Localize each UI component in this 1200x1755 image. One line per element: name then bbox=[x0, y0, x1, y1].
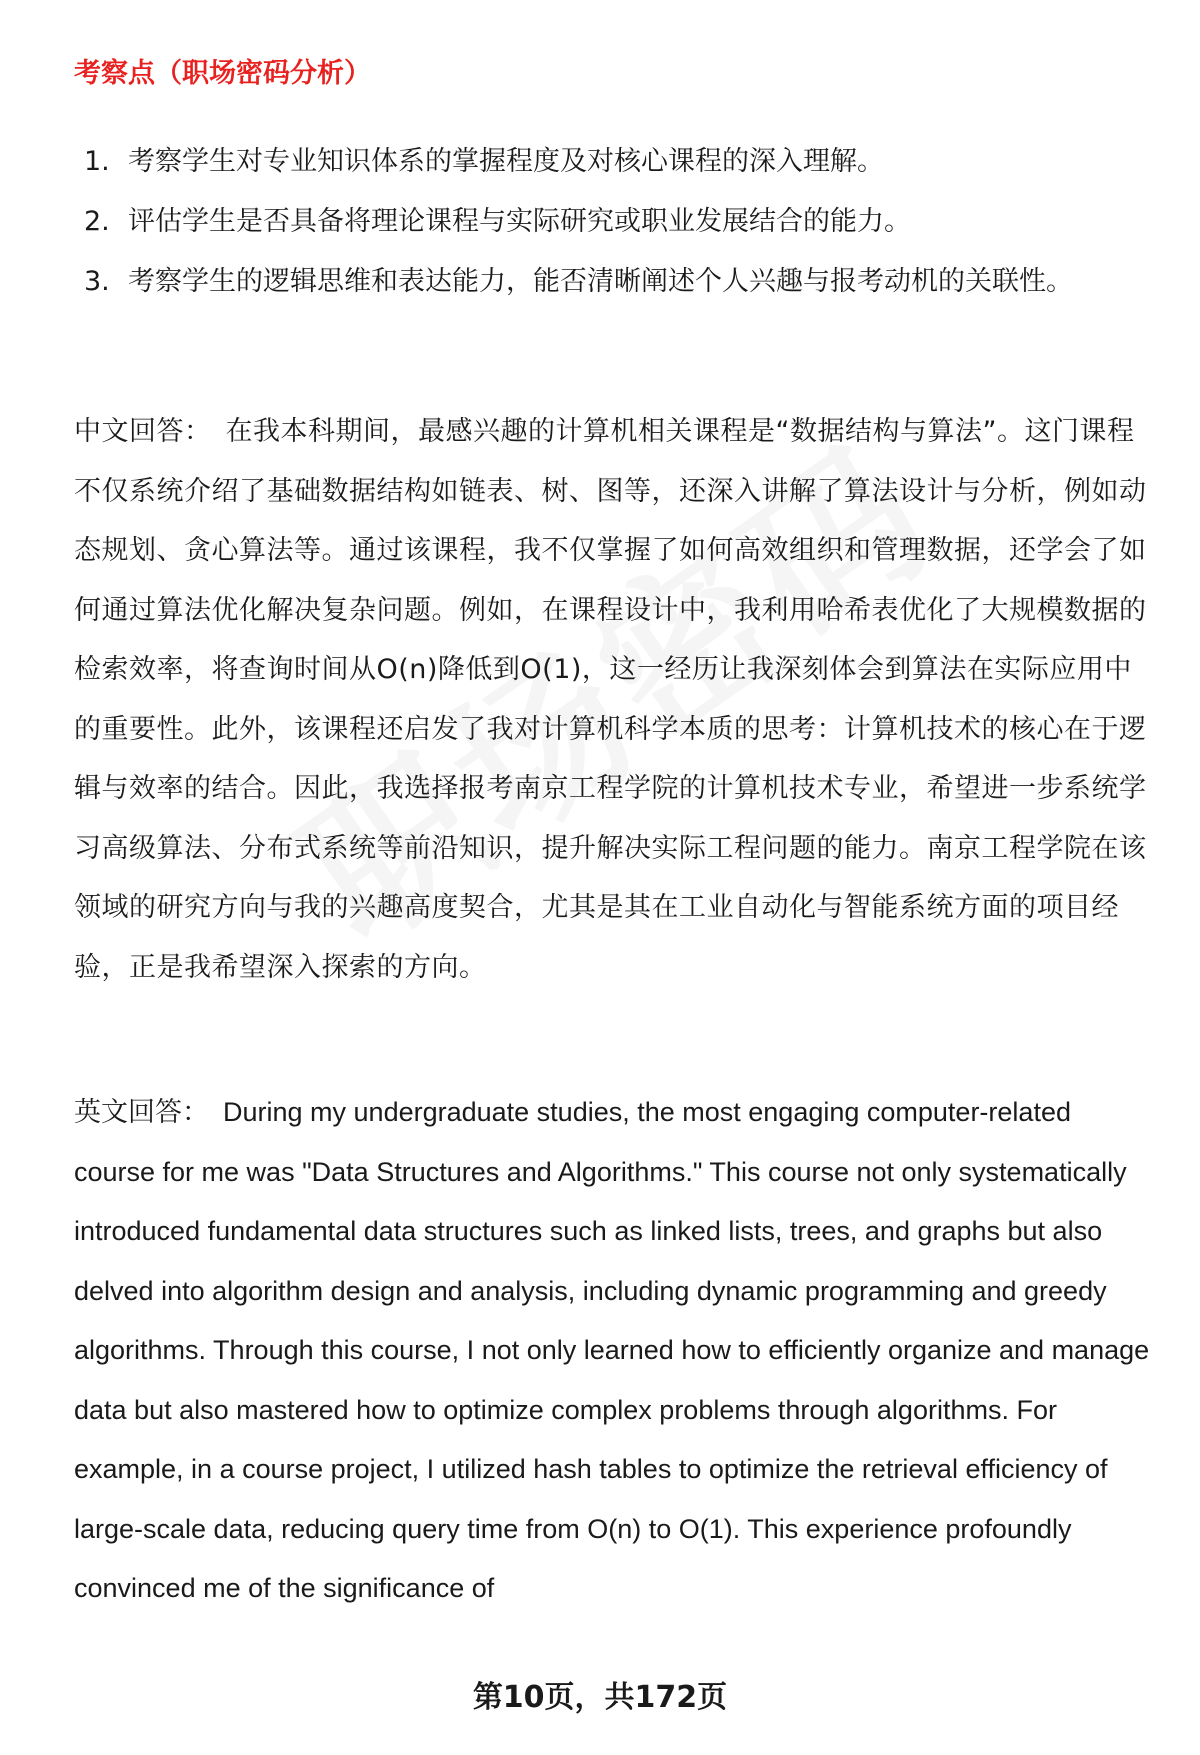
list-item-text: 考察学生对专业知识体系的掌握程度及对核心课程的深入理解。 bbox=[128, 146, 884, 177]
list-item-text: 考察学生的逻辑思维和表达能力，能否清晰阐述个人兴趣与报考动机的关联性。 bbox=[128, 266, 1073, 297]
page-number-footer: 第10页，共172页 bbox=[472, 1680, 728, 1715]
chinese-answer-text: 在我本科期间，最感兴趣的计算机相关课程是“数据结构与算法”。这门课程不仅系统介绍了基础数据结构如链表、树、图等，还深入讲解了算法设计与分析，例如动态规划、贪心算法等。通过该课程，我不仅掌握了如何高效组织和管理数据，还学会了如何通过算法优化解决复杂问题。例如，在课程设计中，我利用哈希表优化了大规模数据的检索效率，将查询时间从O(n)降低到O(1)，这一经历让我深刻体会到算法在实际应用中的重要性。此外，该课程还启发了我对计算机科学本质的思考：计算机技术的核心在于逻辑与效率的结合。因此，我选择报考南京工程学院的计算机技术专业，希望进一步系统学习高级算法、分布式系统等前沿知识，提升解决实际工程问题的能力。南京工程学院在该领域的研究方向与我的兴趣高度契合，尤其是其在工业自动化与智能系统方面的项目经验，正是我希望深入探索的方向。 bbox=[74, 416, 1147, 983]
list-item-number: 2. bbox=[84, 206, 110, 237]
list-item-number: 1. bbox=[84, 146, 110, 177]
chinese-answer-paragraph bbox=[74, 402, 1154, 997]
english-answer-label: 英文回答： bbox=[74, 1097, 209, 1127]
english-answer-paragraph bbox=[74, 1083, 1154, 1619]
list-item-number: 3. bbox=[84, 266, 110, 297]
list-item bbox=[74, 252, 1134, 312]
list-item bbox=[74, 132, 1134, 192]
list-item bbox=[74, 192, 1134, 252]
list-item-text: 评估学生是否具备将理论课程与实际研究或职业发展结合的能力。 bbox=[128, 206, 911, 237]
document-page bbox=[74, 0, 1154, 1755]
chinese-answer-label: 中文回答： bbox=[74, 416, 212, 447]
section-title: 考察点（职场密码分析） bbox=[74, 58, 371, 89]
english-answer-text: During my undergraduate studies, the most engaging computer-related course for me was "Data Structures and Algorithms." This course not only systematically introduced fundamental data structures such as linked lists, trees, and graphs but also delved into algorithm design and analysis, including dynamic programming and greedy algorithms. Through this course, I not only learned how to efficiently organize and manage data but also mastered how to optimize complex problems through algorithms. For example, in a course project, I utilized hash tables to optimize the retrieval efficiency of large-scale data, reducing query time from O(n) to O(1). This experience profoundly convinced me of the significance of bbox=[74, 1097, 1150, 1603]
assessment-points-list bbox=[74, 132, 1134, 312]
